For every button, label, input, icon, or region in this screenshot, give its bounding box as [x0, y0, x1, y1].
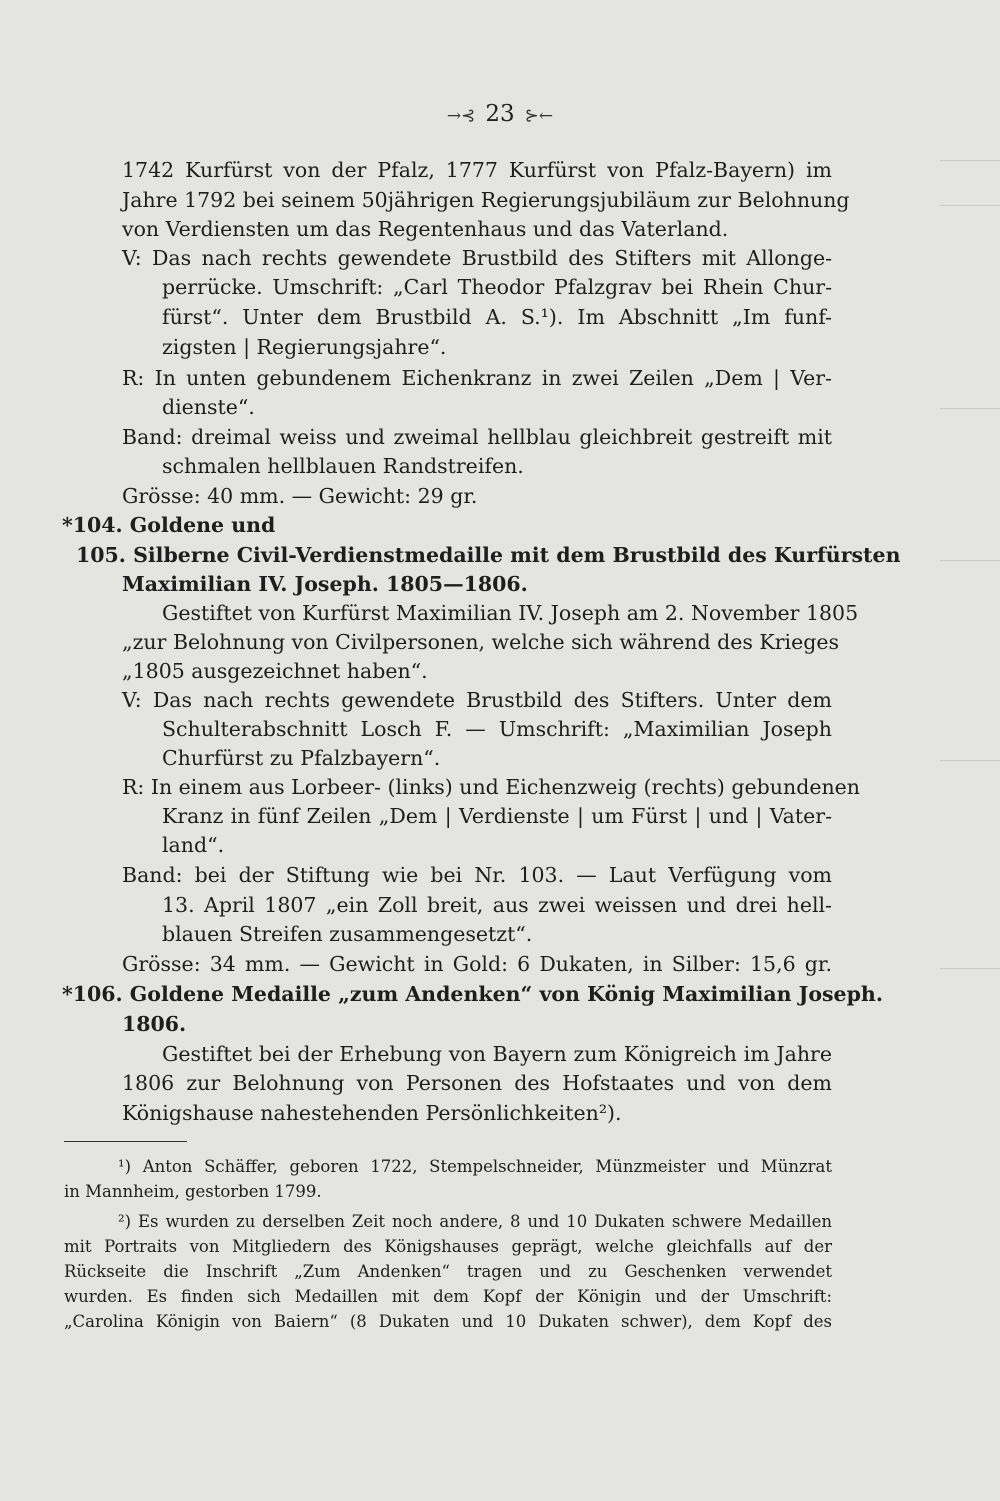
body-line: schmalen hellblauen Randstreifen. [162, 454, 524, 478]
body-line: Gestiftet von Kurfürst Maximilian IV. Joseph am 2. November 1805 [162, 601, 859, 625]
footnote-line: wurden. Es finden sich Medaillen mit dem Kopf der Königin und der Umschrift: [64, 1287, 832, 1306]
body-line: V: Das nach rechts gewendete Brustbild des Stifters. Unter dem [122, 688, 832, 712]
bleed-through-mark [940, 560, 1000, 561]
body-line: Churfürst zu Pfalzbayern“. [162, 746, 441, 770]
body-line: Gestiftet bei der Erhebung von Bayern zum Königreich im Jahre [162, 1042, 832, 1066]
entry-heading-105: 105. Silberne Civil-Verdienstmedaille mit dem Brustbild des Kurfürsten [76, 543, 901, 567]
body-line: R: In unten gebundenem Eichenkranz in zwei Zeilen „Dem | Ver- [122, 366, 832, 390]
body-line: Band: bei der Stiftung wie bei Nr. 103. — Laut Verfügung vom [122, 863, 832, 887]
body-line: Schulterabschnitt Losch F. — Umschrift: „Maximilian Joseph [162, 717, 832, 741]
body-line: 1806 zur Belohnung von Personen des Hofstaates und von dem [122, 1071, 832, 1095]
body-line: fürst“. Unter dem Brustbild A. S.¹). Im Abschnitt „Im funf- [162, 305, 832, 329]
body-line: Jahre 1792 bei seinem 50jährigen Regierungsjubiläum zur Belohnung [122, 188, 850, 212]
body-line: perrücke. Umschrift: „Carl Theodor Pfalzgrav bei Rhein Chur- [162, 275, 832, 299]
entry-heading-104: *104. Goldene und [62, 513, 276, 537]
footnote-line: mit Portraits von Mitgliedern des Königshauses geprägt, welche gleichfalls auf der [64, 1237, 832, 1256]
body-line: von Verdiensten um das Regentenhaus und das Vaterland. [122, 217, 729, 241]
footnote-line: ¹) Anton Schäffer, geboren 1722, Stempelschneider, Münzmeister und Münzrat [118, 1157, 832, 1176]
body-line: „1805 ausgezeichnet haben“. [122, 659, 428, 683]
footnote-line: Rückseite die Inschrift „Zum Andenken“ tragen und zu Geschenken verwendet [64, 1262, 832, 1281]
bleed-through-mark [940, 760, 1000, 761]
body-line: R: In einem aus Lorbeer- (links) und Eichenzweig (rechts) gebundenen [122, 775, 860, 799]
body-line: zigsten | Regierungsjahre“. [162, 335, 447, 359]
footnote-line: „Carolina Königin von Baiern“ (8 Dukaten und 10 Dukaten schwer), dem Kopf des [64, 1312, 832, 1331]
body-line: blauen Streifen zusammengesetzt“. [162, 922, 533, 946]
body-line: Band: dreimal weiss und zweimal hellblau gleichbreit gestreift mit [122, 425, 832, 449]
body-line: dienste“. [162, 395, 255, 419]
body-line: 13. April 1807 „ein Zoll breit, aus zwei weissen und drei hell- [162, 893, 832, 917]
body-line: 1742 Kurfürst von der Pfalz, 1777 Kurfürst von Pfalz-Bayern) im [122, 158, 832, 182]
body-line: land“. [162, 833, 225, 857]
footnote-line: in Mannheim, gestorben 1799. [64, 1182, 322, 1201]
bleed-through-mark [940, 968, 1000, 969]
body-line: Grösse: 34 mm. — Gewicht in Gold: 6 Dukaten, in Silber: 15,6 gr. [122, 952, 832, 976]
entry-heading-continued: Maximilian IV. Joseph. 1805—1806. [122, 572, 528, 596]
entry-heading-continued: 1806. [122, 1012, 187, 1036]
ornament-left-icon: →⊰ [446, 106, 476, 126]
footnote-line: ²) Es wurden zu derselben Zeit noch andere, 8 und 10 Dukaten schwere Medaillen [118, 1212, 832, 1231]
body-line: Kranz in fünf Zeilen „Dem | Verdienste | um Fürst | und | Vater- [162, 804, 832, 828]
page-number: 23 [485, 101, 515, 127]
body-line: Grösse: 40 mm. — Gewicht: 29 gr. [122, 484, 478, 508]
body-line: V: Das nach rechts gewendete Brustbild des Stifters mit Allonge- [122, 246, 832, 270]
body-line: „zur Belohnung von Civilpersonen, welche sich während des Krieges [122, 630, 840, 654]
bleed-through-mark [940, 160, 1000, 161]
entry-heading-106: *106. Goldene Medaille „zum Andenken“ von König Maximilian Joseph. [62, 982, 883, 1006]
ornament-right-icon: ⊱← [524, 106, 554, 126]
bleed-through-mark [940, 408, 1000, 409]
body-line: Königshause nahestehenden Persönlichkeiten²). [122, 1101, 622, 1125]
running-header [0, 96, 1000, 132]
footnote-separator [64, 1141, 187, 1142]
bleed-through-mark [940, 205, 1000, 206]
